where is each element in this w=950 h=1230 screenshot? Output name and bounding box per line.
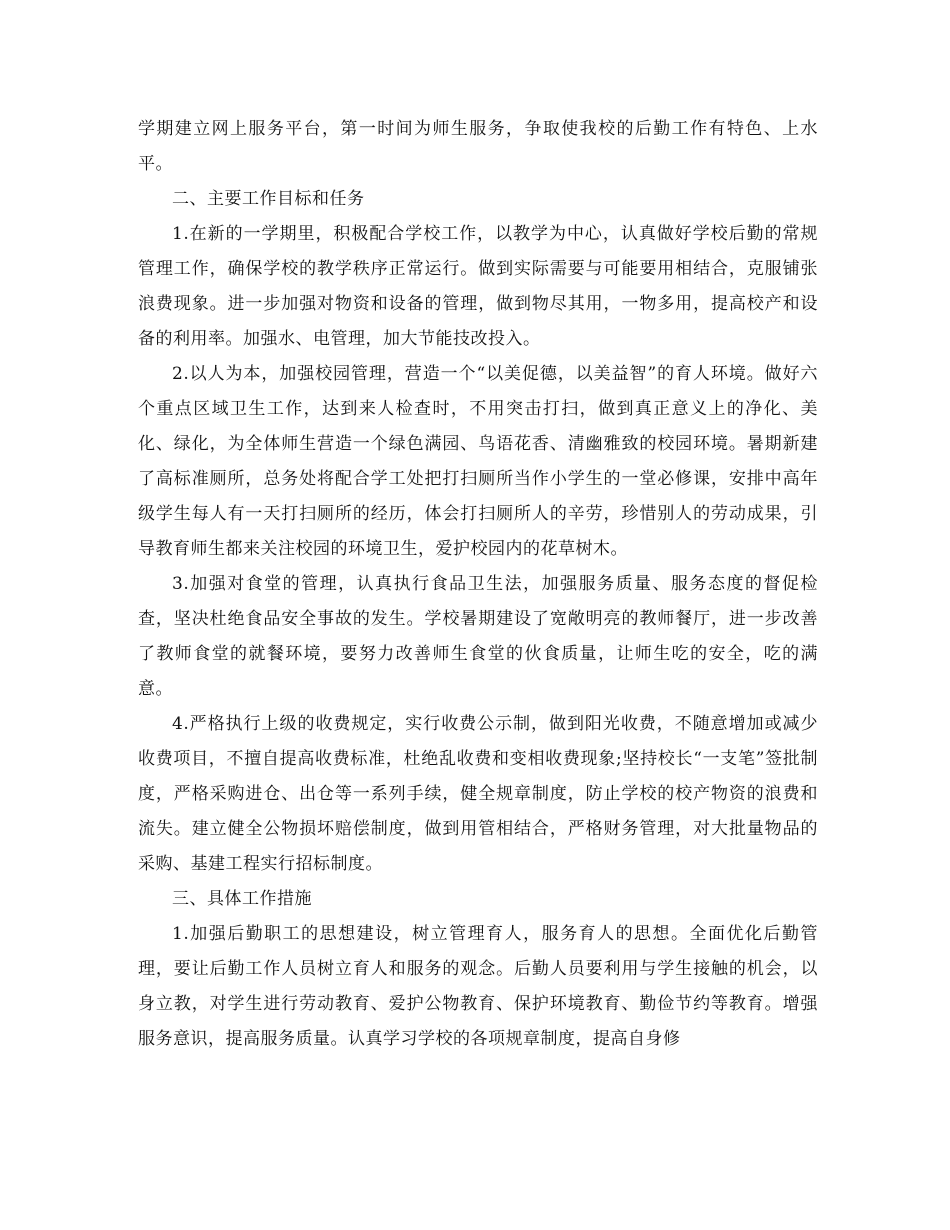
paragraph-goal-2: 2.以人为本，加强校园管理，营造一个“以美促德，以美益智”的育人环境。做好六个重点区域卫生工作，达到来人检查时，不用突击打扫，做到真正意义上的净化、美化、绿化，为全体师生营造一个绿色满园、鸟语花香、清幽雅致的校园环境。暑期新建了高标准厕所，总务处将配合学工处把打扫厕所当作小学生的一堂必修课，安排中高年级学生每人有一天打扫厕所的经历，体会打扫厕所人的辛劳，珍惜别人的劳动成果，引导教育师生都来关注校园的环境卫生，爱护校园内的花草树木。 bbox=[138, 364, 818, 559]
paragraph-goal-1: 1.在新的一学期里，积极配合学校工作，以教学为中心，认真做好学校后勤的常规管理工作，确保学校的教学秩序正常运行。做到实际需要与可能要用相结合，克服铺张浪费现象。进一步加强对物资和设备的管理，做到物尽其用，一物多用，提高校产和设备的利用率。加强水、电管理，加大节能技改投入。 bbox=[138, 224, 818, 349]
paragraph-goal-4: 4.严格执行上级的收费规定，实行收费公示制，做到阳光收费，不随意增加或减少收费项目，不擅自提高收费标准，杜绝乱收费和变相收费现象;坚持校长“一支笔”签批制度，严格采购进仓、出仓等一系列手续，健全规章制度，防止学校的校产物资的浪费和流失。建立健全公物损坏赔偿制度，做到用管相结合，严格财务管理，对大批量物品的采购、基建工程实行招标制度。 bbox=[138, 714, 818, 874]
paragraph-continuation: 学期建立网上服务平台，第一时间为师生服务，争取使我校的后勤工作有特色、上水平。 bbox=[138, 119, 818, 174]
document-body bbox=[138, 112, 818, 1057]
section-heading-measures: 三、具体工作措施 bbox=[172, 889, 312, 909]
paragraph-measure-1: 1.加强后勤职工的思想建设，树立管理育人，服务育人的思想。全面优化后勤管理，要让后勤工作人员树立育人和服务的观念。后勤人员要利用与学生接触的机会，以身立教，对学生进行劳动教育、爱护公物教育、保护环境教育、勤俭节约等教育。增强服务意识，提高服务质量。认真学习学校的各项规章制度，提高自身修 bbox=[138, 924, 818, 1049]
paragraph-goal-3: 3.加强对食堂的管理，认真执行食品卫生法，加强服务质量、服务态度的督促检查，坚决杜绝食品安全事故的发生。学校暑期建设了宽敞明亮的教师餐厅，进一步改善了教师食堂的就餐环境，要努力改善师生食堂的伙食质量，让师生吃的安全，吃的满意。 bbox=[138, 574, 818, 699]
section-heading-goals: 二、主要工作目标和任务 bbox=[172, 189, 365, 209]
